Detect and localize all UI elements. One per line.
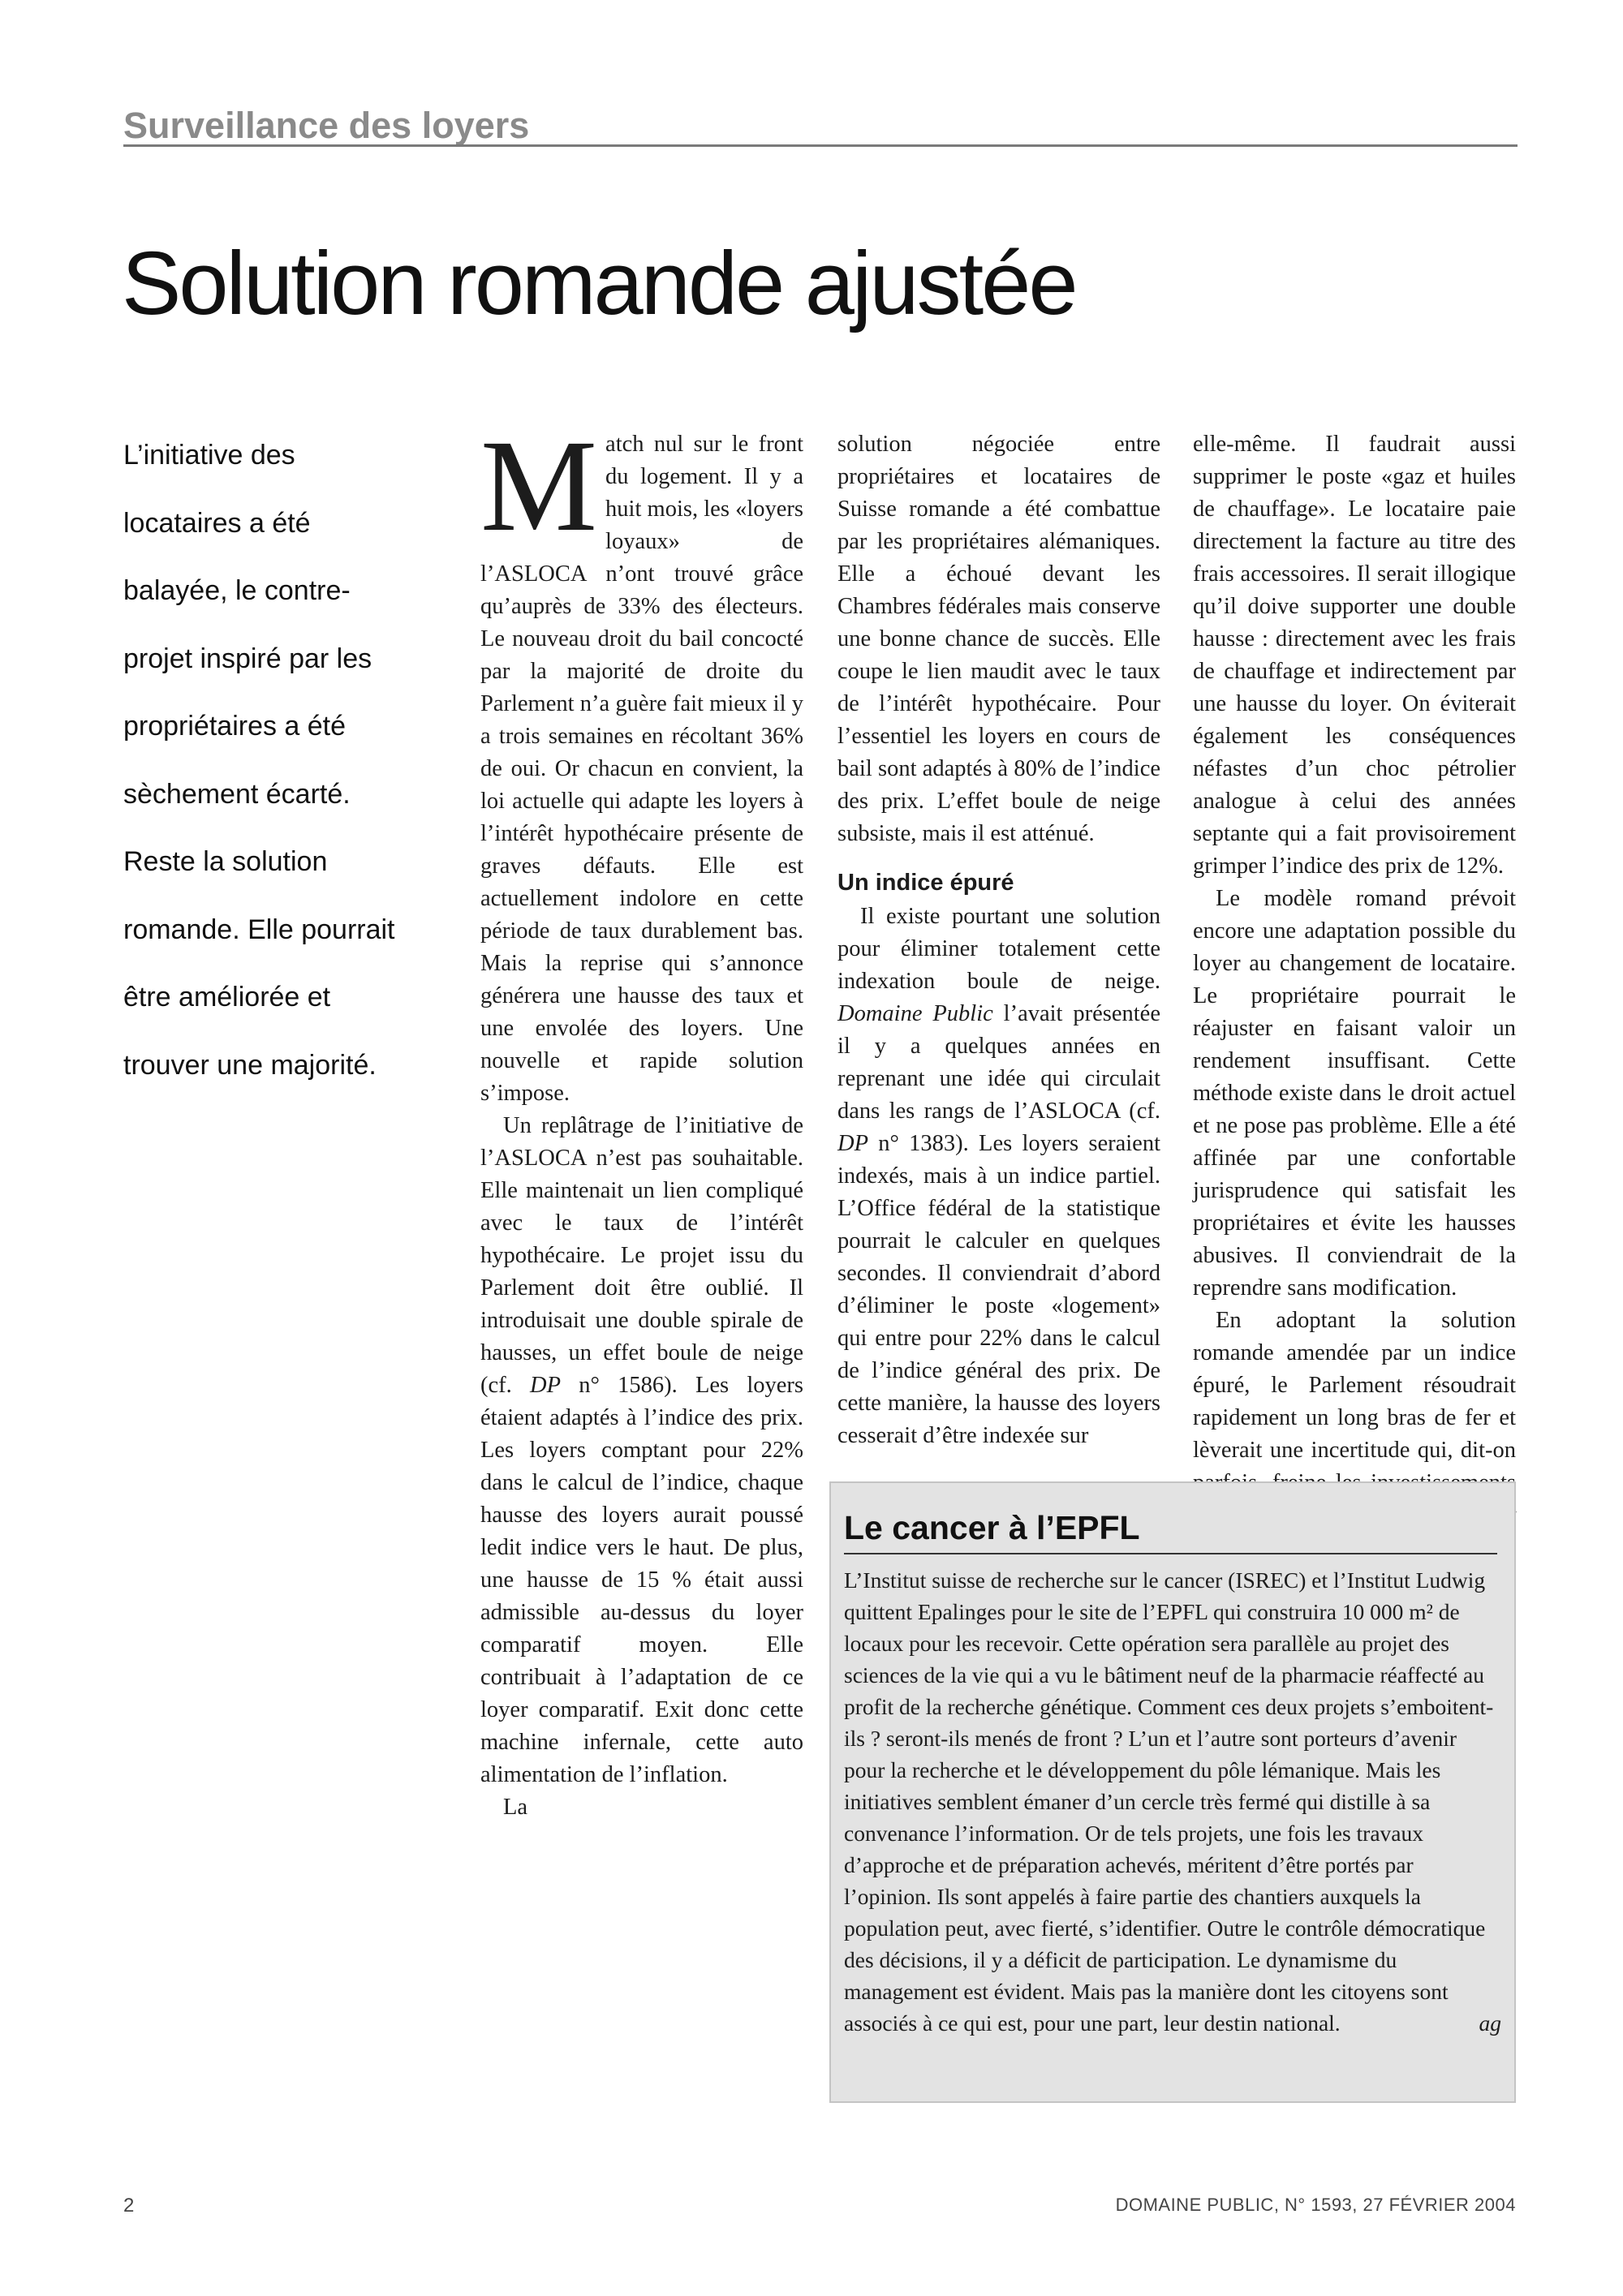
paragraph-2-text-b: n° 1586). Les loyers étaient adaptés à l’indice des prix. Les loyers comptant pour 22% dans le calcul de l’indice, chaque hausse des loyers aurait poussé ledit indice vers le haut. De plus, une hausse de 15 % était aussi admissible au-dessus du loyer comparatif moyen. Elle contribuait à l’adaptation de ce loyer comparatif. Exit donc cette machine infernale, cette auto alimentation de l’inflation. <box>480 1373 803 1787</box>
box-title: Le cancer à l’EPFL <box>844 1507 1497 1554</box>
dp-reference-2: DP <box>837 1131 868 1156</box>
sidebar-box <box>829 1481 1516 2103</box>
publication-info: DOMAINE PUBLIC, N° 1593, 27 FÉVRIER 2004 <box>1115 2195 1516 2215</box>
article-paragraph-4-continued: elle-même. Il faudrait aussi supprimer le poste «gaz et huiles de chauffage». Le locataire paie directement la facture au titre des frais accessoires. Il serait illogique qu’il doive supporter une double hausse : directement avec les frais de chauffage et indirectement par une hausse du loyer. On éviterait également les conséquences néfastes d’un choc pétrolier analogue à celui des années septante qui a fait provisoirement grimper l’indice des prix de 12%. <box>1193 432 1516 879</box>
page-number: 2 <box>123 2195 135 2216</box>
article-column-2-flow <box>837 428 1160 1452</box>
article-title: Solution romande ajustée <box>122 234 1076 333</box>
article-subhead: Un indice épuré <box>837 870 1014 896</box>
paragraph-4-text-a: Il existe pourtant une solution pour éliminer totalement cette indexation boule de neige. <box>837 904 1160 994</box>
paragraph-6-text: En adoptant la solution romande amendée par un indice épuré, le Parlement résoudrait rapidement un long bras de fer et lèverait une incertitude qui, dit-on <box>1193 1308 1516 1463</box>
article-paragraph-2 <box>480 1110 803 1791</box>
box-body: L’Institut suisse de recherche sur le cancer (ISREC) et l’Institut Ludwig quittent Epalinges pour le site de l’EPFL qui construira 10 000 m² de locaux pour les recevoir. Cette opération sera parallèle au projet des sciences de la vie qui a vu le bâtiment neuf de la pharmacie réaffecté au profit de la recherche génétique. Comment ces deux projets s’emboitent-ils ? seront-ils menés de front ? L’un et l’autre sont porteurs d’avenir pour la recherche et le développement du pôle lémanique. Mais les initiatives semblent émaner d’un cercle très fermé qui distille à sa convenance l’information. Or de tels projets, une fois les travaux d’approche et de préparation achevés, méritent d’être portés par l’opinion. Ils sont appelés à faire partie des chantiers auxquels la population peut, avec fierté, s’identifier. Outre le contrôle démocratique des décisions, il y a déficit de participation. Le dynamisme du management est évident. Mais pas la manière dont les citoyens sont associés à ce qui est, pour une part, leur destin national. <box>844 1567 1494 2036</box>
drop-cap: M <box>480 414 598 559</box>
box-signature: ag <box>1479 2010 1501 2036</box>
article-lead: L’initiative des locataires a été balayée, le contre-projet inspiré par les propriétaires a été sèchement écarté. Reste la solution romande. Elle pourrait être améliorée et trouver une majorité. <box>123 440 395 1081</box>
article-column-1 <box>480 414 803 1824</box>
paragraph-2-text-a: Un replâtrage de l’initiative de l’ASLOCA n’est pas souhaitable. Elle maintenait un lien compliqué avec le taux de l’intérêt hypothécaire. Le projet issu du Parlement doit être oublié. Il introduisait une double spirale de hausses, un effet boule de neige (cf. <box>480 1113 803 1398</box>
section-rubric: Surveillance des loyers <box>123 104 1518 147</box>
article-paragraph-1 <box>480 414 803 1110</box>
paragraph-4-text-c: n° 1383). Les loyers seraient indexés, mais à un indice partiel. L’Office fédéral de la statistique pourrait le calculer en quelques secondes. Il conviendrait d’abord d’éliminer le poste «logement» qui entre pour 22% dans le calcul de l’indice général des prix. De cette manière, la hausse des loyers cesserait d’être indexée sur <box>837 1131 1160 1448</box>
article-paragraph-3: La <box>503 1795 528 1820</box>
paragraph-1-text: atch nul sur le front du logement. Il y a huit mois, les «loyers loyaux» de l’ASLOCA n’ont trouvé grâce qu’auprès de 33% des électeurs. Le nouveau droit du bail concocté par la majorité de droite du Parlement n’a guère fait mieux il y a trois semaines en récoltant 36% de oui. Or chacun en convient, la loi actuelle qui adapte les loyers à l’intérêt hypothécaire présente de graves défauts. Elle est actuellement indolore en cette période de taux durablement bas. Mais la reprise qui s’annonce générera une hausse des taux et une envolée des loyers. Une nouvelle et rapide solution s’impose. <box>480 432 803 1106</box>
article-column-3-flow <box>1193 428 1516 1532</box>
box-text <box>844 1564 1501 2039</box>
article-paragraph-4 <box>837 901 1160 1452</box>
dp-reference: DP <box>530 1373 561 1398</box>
domaine-public-reference: Domaine Public <box>837 1001 993 1026</box>
paragraph-4-text-b: l’avait présentée il y a quelques années en reprenant une idée qui circulait dans les rangs de l’ASLOCA (cf. <box>837 1001 1160 1124</box>
article-paragraph-5: Le modèle romand prévoit encore une adaptation possible du loyer au changement de locataire. Le propriétaire pourrait le réajuster en faisant valoir un rendement insuffisant. Cette méthode existe dans le droit actuel et ne pose pas problème. Elle a été affinée par une confortable jurisprudence qui satisfait les propriétaires et évite les hausses abusives. Il conviendrait de la reprendre sans modification. <box>1193 886 1516 1301</box>
article-paragraph-3-continued: solution négociée entre propriétaires et locataires de Suisse romande a été combattue par les propriétaires alémaniques. Elle a échoué devant les Chambres fédérales mais conserve une bonne chance de succès. Elle coupe le lien maudit avec le taux de l’intérêt hypothécaire. Pour l’essentiel les loyers en cours de bail sont adaptés à 80% de l’indice des prix. L’effet boule de neige subsiste, mais il est atténué. <box>837 432 1160 846</box>
